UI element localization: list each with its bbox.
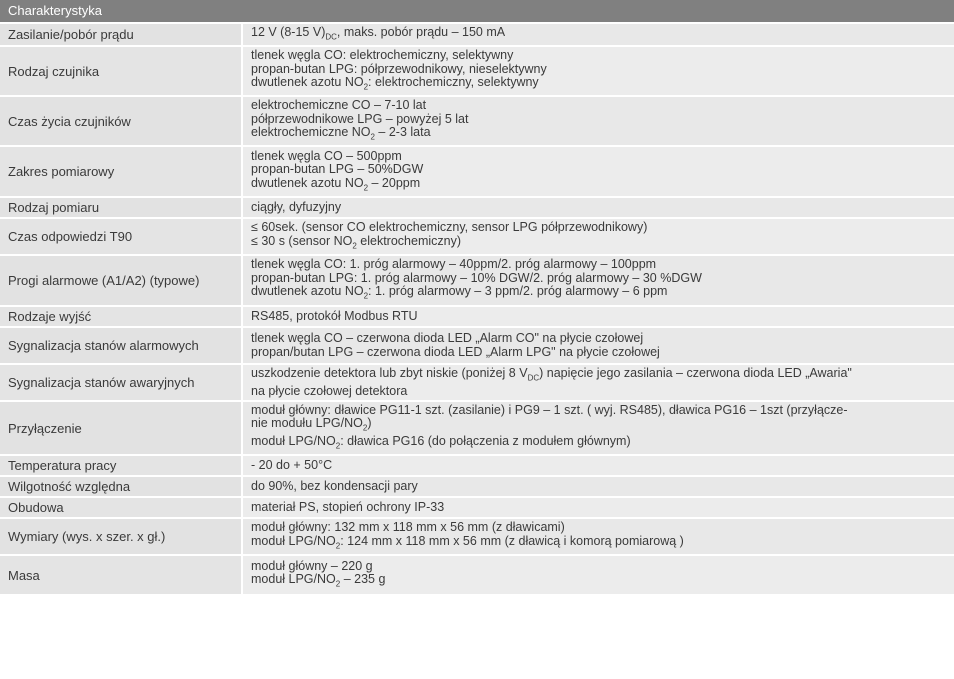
value-line: moduł główny – 220 g [251, 558, 373, 573]
value-line: elektrochemiczne CO – 7-10 lat [251, 98, 427, 112]
value-line: tlenek węgla CO – czerwona dioda LED „Alarm CO" na płycie czołowej [251, 331, 644, 345]
value-line: RS485, protokół Modbus RTU [251, 308, 418, 323]
value-line: materiał PS, stopień ochrony IP-33 [251, 500, 445, 515]
table-row [0, 401, 954, 456]
value-line: nie modułu LPG/$NO_2$) [251, 416, 372, 433]
value-line: ≤ 30 s (sensor $NO_2$ elektrochemiczny) [251, 233, 461, 250]
value-line: uszkodzenie detektora lub zbyt niskie (poniżej 8 $V_{DC}$) napięcie jego zasilania – czerwona dioda LED „Awaria" [251, 365, 852, 383]
row-label: Przyłączenie [0, 401, 242, 456]
table-row [0, 96, 954, 146]
value-line: propan/butan LPG – czerwona dioda LED „Alarm LPG" na płycie czołowej [251, 344, 660, 359]
table-row [0, 476, 954, 497]
row-value [242, 255, 954, 306]
row-label: Rodzaj czujnika [0, 46, 242, 96]
table-row [0, 306, 954, 327]
value-line: ≤ 60sek. (sensor CO elektrochemiczny, sensor LPG półprzewodnikowy) [251, 220, 648, 234]
table-header: Charakterystyka [0, 0, 954, 23]
table-row [0, 327, 954, 364]
value-line: na płycie czołowej detektora [251, 383, 408, 398]
value-line: tlenek węgla CO: 1. próg alarmowy – 40ppm/2. próg alarmowy – 100ppm [251, 257, 657, 271]
value-line: do 90%, bez kondensacji pary [251, 479, 418, 494]
row-value [242, 218, 954, 255]
value-line: elektrochemiczne $NO_2 - 2-3$ lata [251, 125, 431, 142]
value-line: półprzewodnikowe LPG – powyżej 5 lat [251, 111, 469, 126]
row-label: Temperatura pracy [0, 455, 242, 476]
value-line: moduł LPG/$NO_2 - 235$ g [251, 572, 386, 589]
value-line: dwutlenek azotu $NO_2 - 20ppm$ [251, 175, 421, 192]
row-label: Rodzaje wyjść [0, 306, 242, 327]
value-line: propan-butan LPG: półprzewodnikowy, nieselektywny [251, 61, 547, 76]
row-value [242, 555, 954, 595]
table-row [0, 46, 954, 96]
table-row [0, 497, 954, 518]
table-row [0, 555, 954, 595]
row-value [242, 306, 954, 327]
row-value [242, 518, 954, 555]
row-label: Zasilanie/pobór prądu [0, 23, 242, 46]
row-value [242, 327, 954, 364]
row-value [242, 146, 954, 197]
value-line: ciągły, dyfuzyjny [251, 200, 342, 215]
row-value [242, 497, 954, 518]
value-line: propan-butan LPG – 50%DGW [251, 162, 424, 176]
row-value [242, 46, 954, 96]
row-value [242, 23, 954, 46]
value-line: propan-butan LPG: 1. próg alarmowy – 10% DGW/2. próg alarmowy – 30 %DGW [251, 270, 702, 285]
row-value [242, 96, 954, 146]
value-line: moduł LPG/$NO_2$: dławica PG16 (do połączenia z modułem głównym) [251, 434, 631, 451]
table-row [0, 518, 954, 555]
value-line: moduł LPG/$NO_2$: 124 mm x 118 mm x 56 mm (z dławicą i komorą pomiarową ) [251, 533, 684, 551]
value-line: moduł główny: 132 mm x 118 mm x 56 mm (z dławicami) [251, 520, 565, 535]
row-label: Wymiary (wys. x szer. x gł.) [0, 518, 242, 555]
row-label: Masa [0, 555, 242, 595]
table-row [0, 255, 954, 306]
row-label: Sygnalizacja stanów alarmowych [0, 327, 242, 364]
table-row [0, 364, 954, 401]
value-line: tlenek węgla CO: elektrochemiczny, selektywny [251, 48, 514, 62]
spec-table-body [0, 23, 954, 595]
row-label: Zakres pomiarowy [0, 146, 242, 197]
table-row [0, 455, 954, 476]
row-value [242, 197, 954, 218]
value-line: 12 V (8-15 $V)_{DC}$, maks. pobór prądu – 150 mA [251, 25, 506, 42]
value-line: dwutlenek azotu $NO_2$: 1. próg alarmowy – 3 ppm/2. próg alarmowy – 6 ppm [251, 284, 668, 301]
value-line: - 20 do + 50°C [251, 458, 333, 473]
value-line: tlenek węgla CO – 500ppm [251, 148, 402, 163]
row-label: Sygnalizacja stanów awaryjnych [0, 364, 242, 401]
table-header-row [0, 0, 954, 23]
row-label: Wilgotność względna [0, 476, 242, 497]
table-row [0, 197, 954, 218]
row-label: Progi alarmowe (A1/A2) (typowe) [0, 255, 242, 306]
row-label: Czas odpowiedzi T90 [0, 218, 242, 255]
table-row [0, 218, 954, 255]
row-value [242, 364, 954, 401]
table-row [0, 23, 954, 46]
row-label: Czas życia czujników [0, 96, 242, 146]
row-value [242, 476, 954, 497]
row-value [242, 401, 954, 456]
row-label: Rodzaj pomiaru [0, 197, 242, 218]
value-line: moduł główny: dławice PG11-1 szt. (zasilanie) i PG9 – 1 szt. ( wyj. RS485), dławica PG16 – 1szt (przyłącze- [251, 402, 848, 417]
value-line: dwutlenek azotu $NO_2$: elektrochemiczny, selektywny [251, 75, 539, 92]
table-row [0, 146, 954, 197]
row-value [242, 455, 954, 476]
row-label: Obudowa [0, 497, 242, 518]
